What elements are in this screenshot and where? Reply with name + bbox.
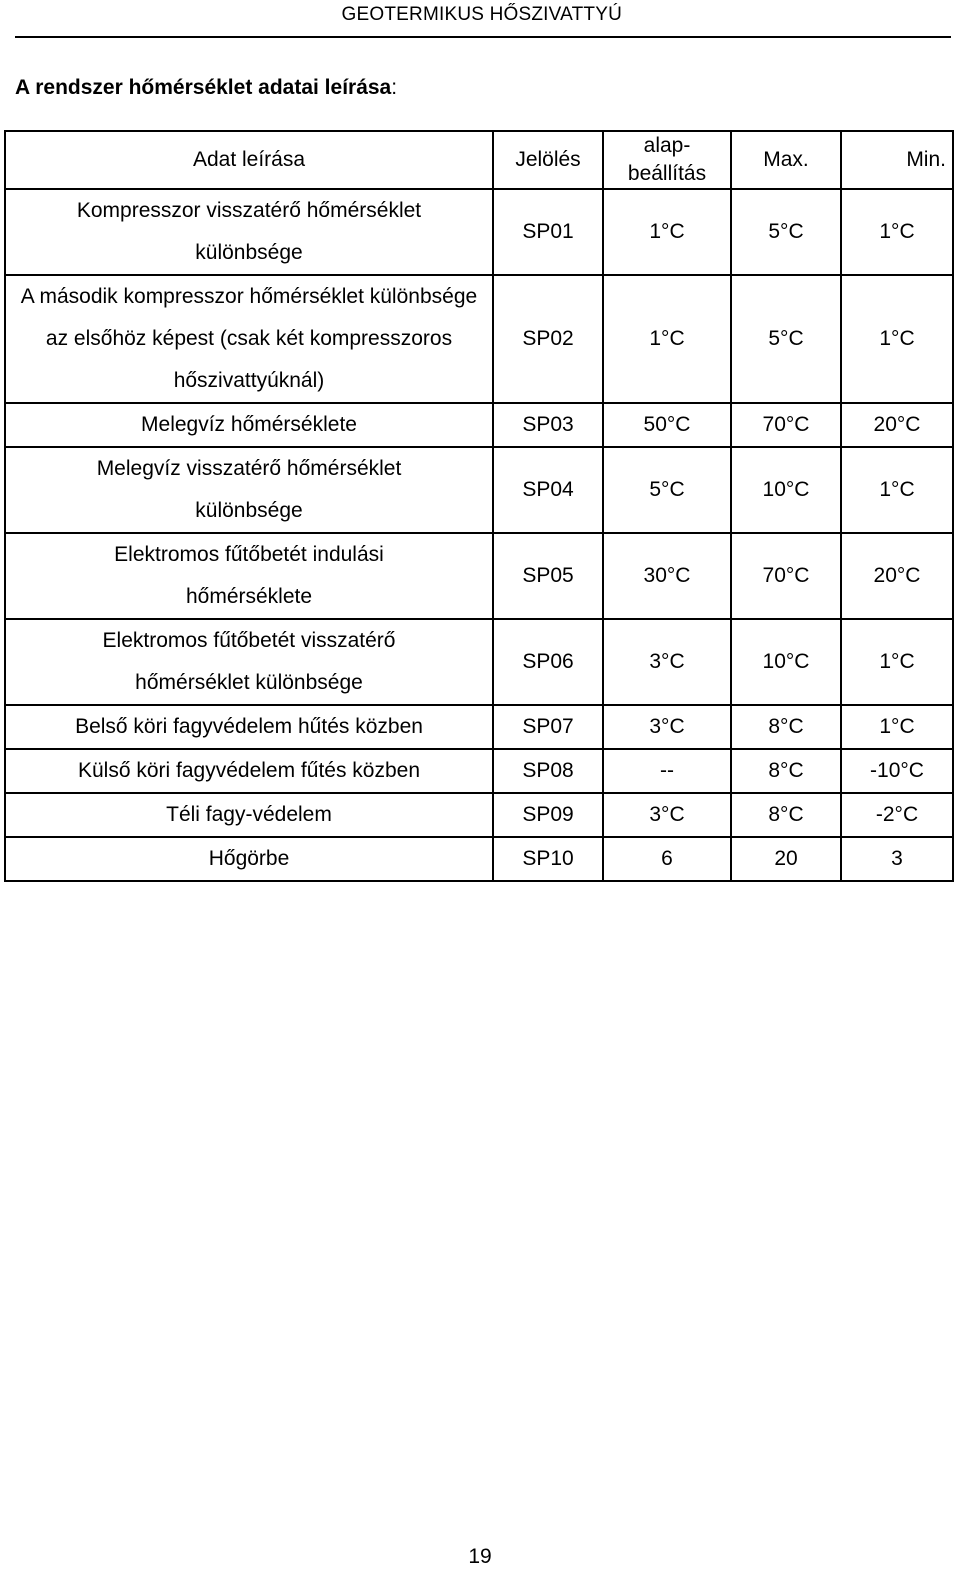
row-description: Kompresszor visszatérő hőmérséklet különbsége bbox=[5, 189, 493, 275]
table-row bbox=[5, 403, 953, 447]
row-default: 30°C bbox=[603, 533, 731, 619]
row-min: -10°C bbox=[841, 749, 953, 793]
row-min: 20°C bbox=[841, 403, 953, 447]
row-default: 3°C bbox=[603, 705, 731, 749]
temperature-parameters-table bbox=[4, 130, 954, 882]
row-description: Elektromos fűtőbetét indulási hőmérséklete bbox=[5, 533, 493, 619]
column-header-default-text: alap- beállítás bbox=[627, 134, 707, 185]
row-description: Külső köri fagyvédelem fűtés közben bbox=[5, 749, 493, 793]
row-max: 8°C bbox=[731, 749, 841, 793]
row-default: 50°C bbox=[603, 403, 731, 447]
table-row bbox=[5, 705, 953, 749]
row-min: 1°C bbox=[841, 619, 953, 705]
header-divider bbox=[15, 36, 951, 38]
row-code: SP09 bbox=[493, 793, 603, 837]
page-number: 19 bbox=[468, 1545, 492, 1568]
row-description: Belső köri fagyvédelem hűtés közben bbox=[5, 705, 493, 749]
row-code: SP03 bbox=[493, 403, 603, 447]
running-header: GEOTERMIKUS HŐSZIVATTYÚ bbox=[341, 4, 622, 25]
table-header-row bbox=[5, 131, 953, 189]
row-description: Melegvíz hőmérséklete bbox=[5, 403, 493, 447]
table-row bbox=[5, 189, 953, 275]
row-min: 1°C bbox=[841, 705, 953, 749]
row-default: -- bbox=[603, 749, 731, 793]
row-default: 6 bbox=[603, 837, 731, 881]
row-description: A második kompresszor hőmérséklet különbsége az elsőhöz képest (csak két kompresszoros hőszivattyúknál) bbox=[5, 275, 493, 403]
row-min: -2°C bbox=[841, 793, 953, 837]
section-title-text: A rendszer hőmérséklet adatai leírása bbox=[15, 76, 392, 99]
section-title bbox=[15, 76, 397, 100]
row-min: 1°C bbox=[841, 275, 953, 403]
row-code: SP08 bbox=[493, 749, 603, 793]
column-header-max: Max. bbox=[731, 131, 841, 189]
table-row bbox=[5, 619, 953, 705]
row-max: 20 bbox=[731, 837, 841, 881]
column-header-default bbox=[603, 131, 731, 189]
row-code: SP06 bbox=[493, 619, 603, 705]
row-max: 10°C bbox=[731, 619, 841, 705]
row-description: Elektromos fűtőbetét visszatérő hőmérséklet különbsége bbox=[5, 619, 493, 705]
row-min: 20°C bbox=[841, 533, 953, 619]
column-header-min: Min. bbox=[841, 131, 953, 189]
row-description: Téli fagy-védelem bbox=[5, 793, 493, 837]
table-row bbox=[5, 275, 953, 403]
column-header-code: Jelölés bbox=[493, 131, 603, 189]
row-max: 70°C bbox=[731, 533, 841, 619]
row-min: 1°C bbox=[841, 447, 953, 533]
row-default: 3°C bbox=[603, 619, 731, 705]
table-row bbox=[5, 793, 953, 837]
row-code: SP05 bbox=[493, 533, 603, 619]
row-description: Hőgörbe bbox=[5, 837, 493, 881]
row-max: 10°C bbox=[731, 447, 841, 533]
row-default: 3°C bbox=[603, 793, 731, 837]
row-max: 5°C bbox=[731, 275, 841, 403]
row-code: SP01 bbox=[493, 189, 603, 275]
row-code: SP07 bbox=[493, 705, 603, 749]
row-code: SP04 bbox=[493, 447, 603, 533]
row-max: 70°C bbox=[731, 403, 841, 447]
table-row bbox=[5, 447, 953, 533]
row-max: 5°C bbox=[731, 189, 841, 275]
table-row bbox=[5, 533, 953, 619]
row-min: 1°C bbox=[841, 189, 953, 275]
row-default: 5°C bbox=[603, 447, 731, 533]
table-row bbox=[5, 749, 953, 793]
row-max: 8°C bbox=[731, 705, 841, 749]
section-title-colon: : bbox=[391, 76, 398, 99]
row-min: 3 bbox=[841, 837, 953, 881]
row-code: SP10 bbox=[493, 837, 603, 881]
row-max: 8°C bbox=[731, 793, 841, 837]
column-header-description: Adat leírása bbox=[5, 131, 493, 189]
row-default: 1°C bbox=[603, 189, 731, 275]
row-description: Melegvíz visszatérő hőmérséklet különbsége bbox=[5, 447, 493, 533]
row-code: SP02 bbox=[493, 275, 603, 403]
table-row bbox=[5, 837, 953, 881]
row-default: 1°C bbox=[603, 275, 731, 403]
